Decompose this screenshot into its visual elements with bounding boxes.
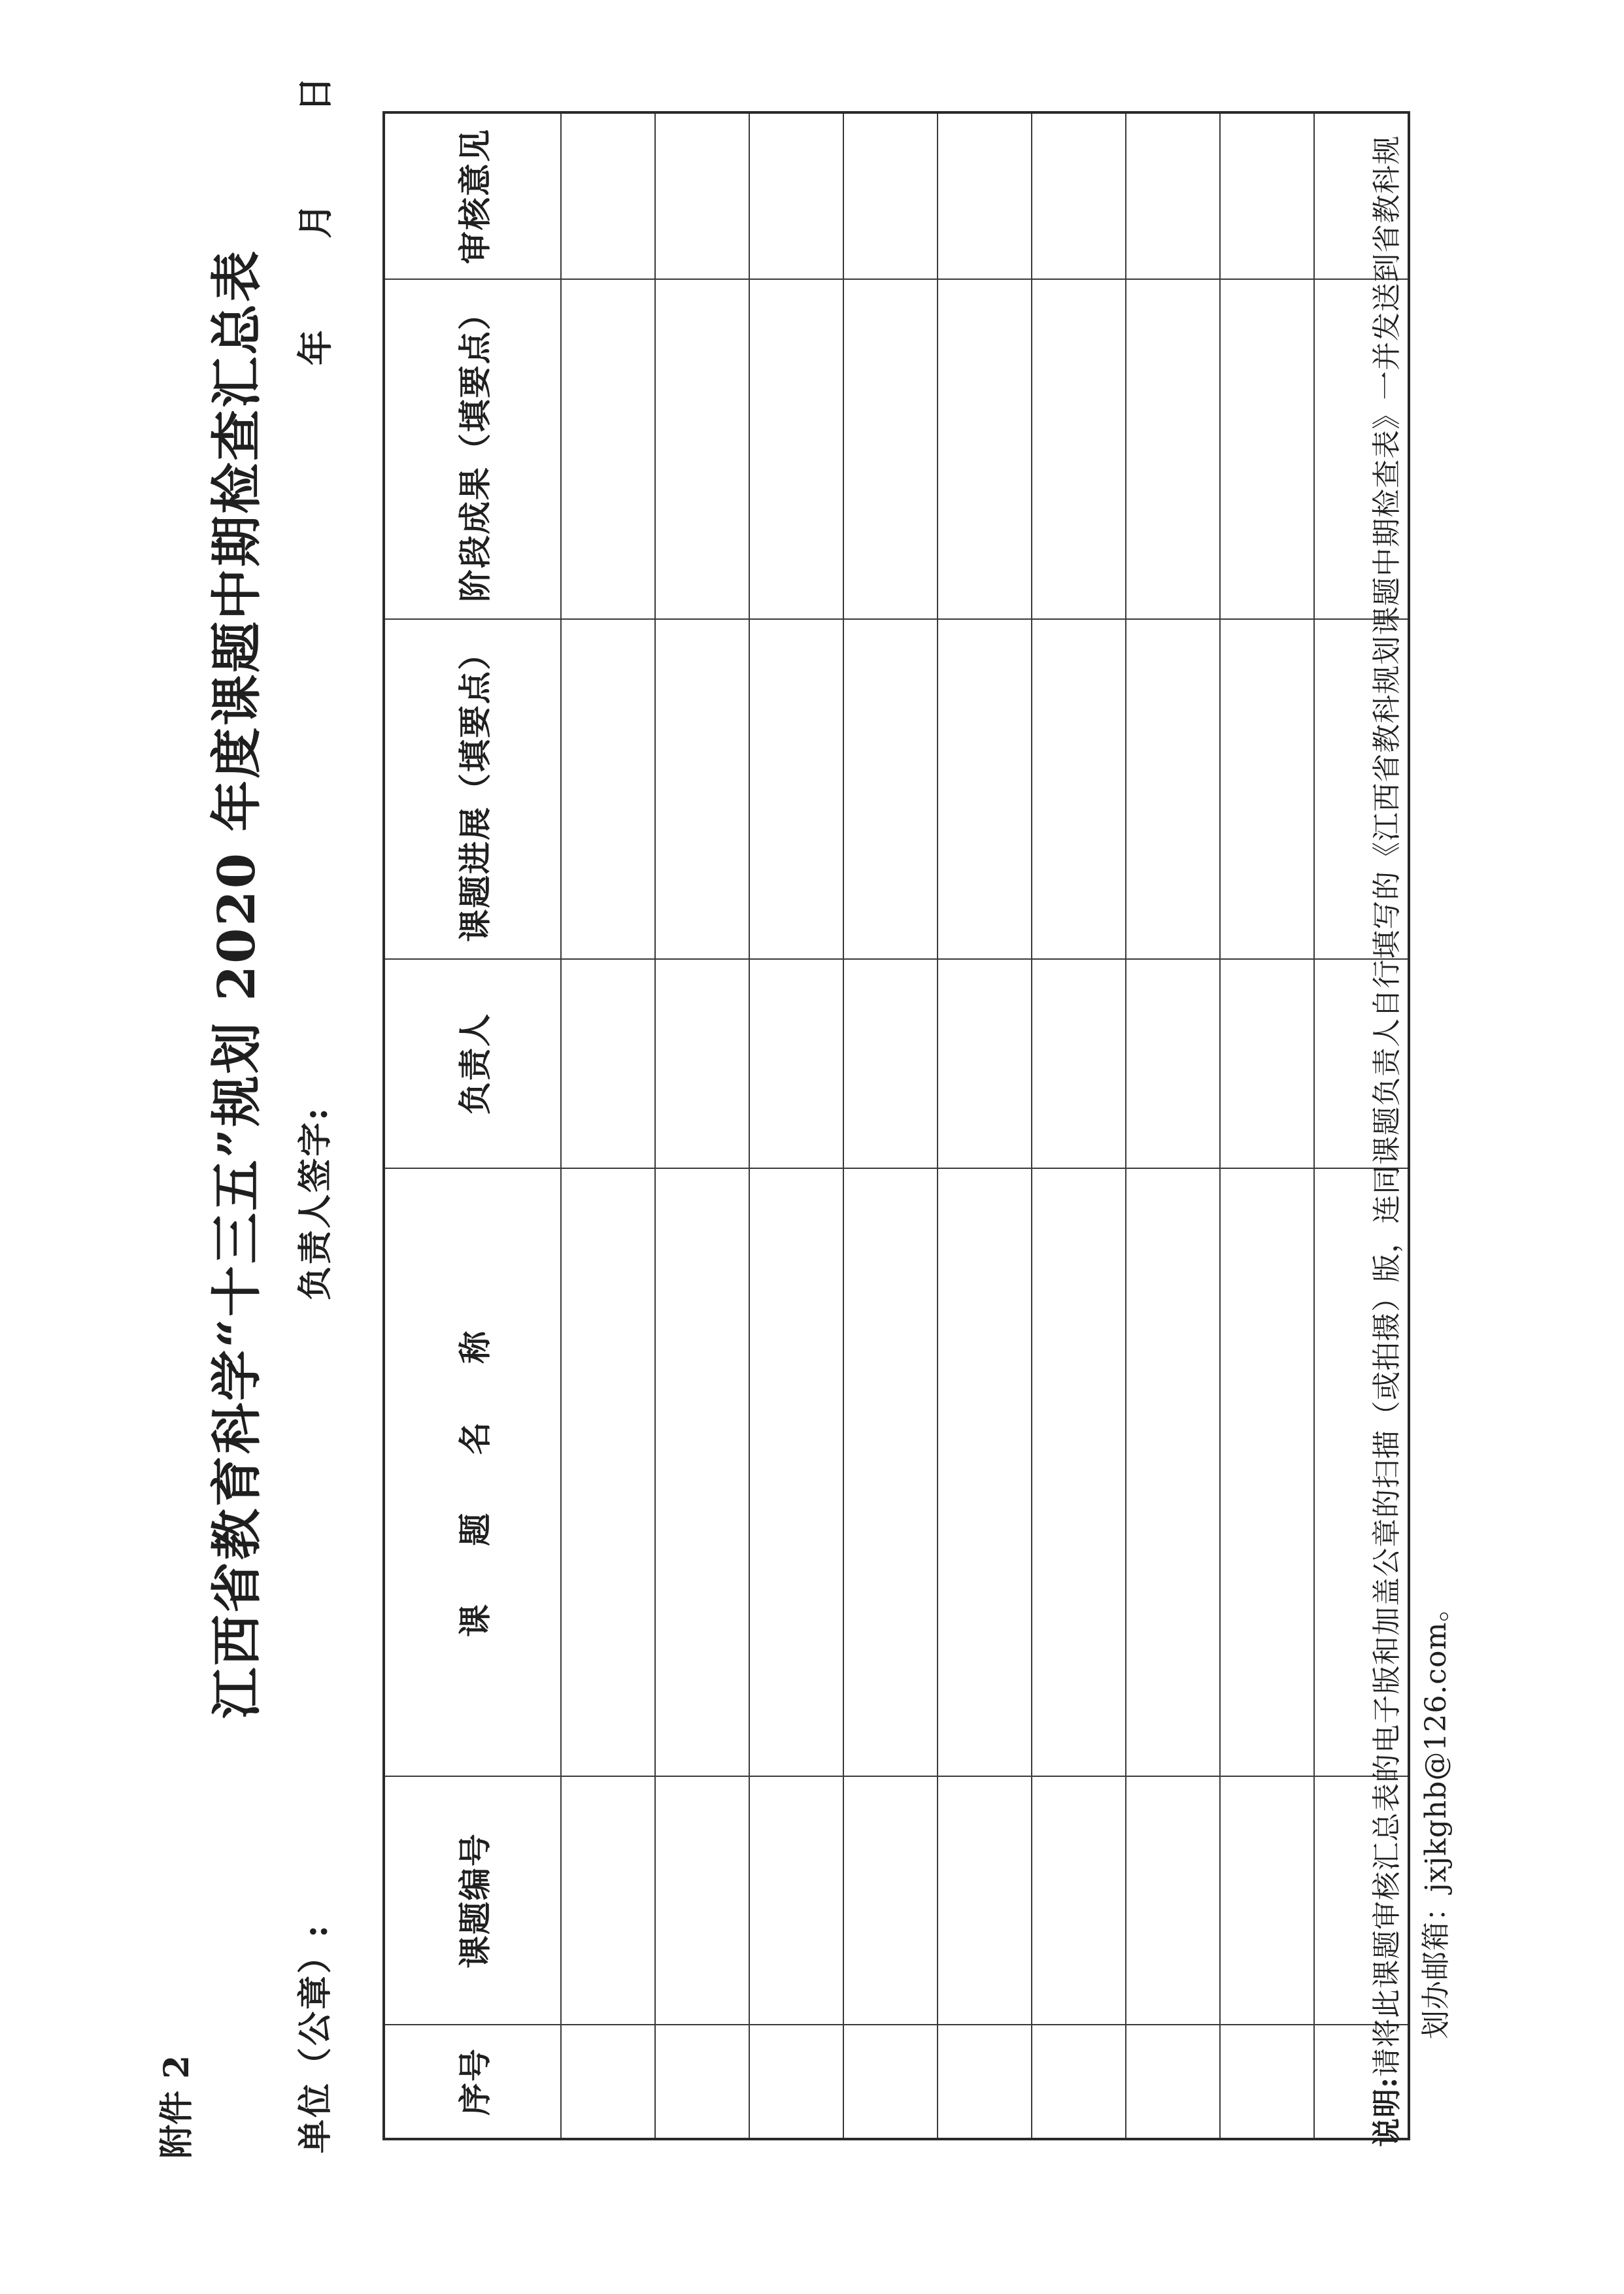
table-cell[interactable] xyxy=(938,1776,1032,2025)
table-cell[interactable] xyxy=(843,959,938,1168)
table-cell[interactable] xyxy=(749,2025,843,2139)
col-header-progress: 课题进展（填要点） xyxy=(384,619,561,959)
table-cell[interactable] xyxy=(655,959,749,1168)
table-row xyxy=(843,112,938,2139)
table-cell[interactable] xyxy=(843,2025,938,2139)
table-cell[interactable] xyxy=(1126,2025,1220,2139)
table-cell[interactable] xyxy=(938,1168,1032,1776)
table-cell[interactable] xyxy=(561,112,655,279)
table-cell[interactable] xyxy=(655,279,749,619)
table-cell[interactable] xyxy=(1032,1776,1126,2025)
table-body xyxy=(561,112,1409,2139)
table-cell[interactable] xyxy=(843,112,938,279)
table-cell[interactable] xyxy=(749,959,843,1168)
table-cell[interactable] xyxy=(938,2025,1032,2139)
attachment-label: 附件 2 xyxy=(157,2055,197,2159)
table-cell[interactable] xyxy=(561,279,655,619)
table-cell[interactable] xyxy=(1126,1776,1220,2025)
table-row xyxy=(655,112,749,2139)
table-cell[interactable] xyxy=(1032,279,1126,619)
table-cell[interactable] xyxy=(1126,279,1220,619)
table-cell[interactable] xyxy=(749,1776,843,2025)
table-cell[interactable] xyxy=(938,279,1032,619)
table-cell[interactable] xyxy=(1126,619,1220,959)
table-cell[interactable] xyxy=(1220,1776,1314,2025)
table-cell[interactable] xyxy=(655,112,749,279)
table-cell[interactable] xyxy=(1220,619,1314,959)
table-cell[interactable] xyxy=(561,2025,655,2139)
table-cell[interactable] xyxy=(1220,112,1314,279)
table-cell[interactable] xyxy=(938,959,1032,1168)
table-cell[interactable] xyxy=(938,619,1032,959)
table-cell[interactable] xyxy=(1032,2025,1126,2139)
table-cell[interactable] xyxy=(749,1168,843,1776)
table-cell[interactable] xyxy=(1032,1168,1126,1776)
footnote-line-2: 划办邮箱：jxjkghb@126.com。 xyxy=(1419,1592,1453,2039)
table-cell[interactable] xyxy=(1220,1168,1314,1776)
table-cell[interactable] xyxy=(843,619,938,959)
table-cell[interactable] xyxy=(1032,112,1126,279)
table-cell[interactable] xyxy=(1032,959,1126,1168)
date-fields xyxy=(288,76,338,365)
table-cell[interactable] xyxy=(843,279,938,619)
table-cell[interactable] xyxy=(1220,279,1314,619)
table-cell[interactable] xyxy=(1220,2025,1314,2139)
table-cell[interactable] xyxy=(561,1776,655,2025)
page-title: 江西省教育科学“十三五”规划 2020 年度课题中期检查汇总表 xyxy=(207,248,267,1719)
table-cell[interactable] xyxy=(843,1168,938,1776)
col-header-leader: 负责人 xyxy=(384,959,561,1168)
summary-table xyxy=(382,111,1410,2140)
table-row xyxy=(1126,112,1220,2139)
footnote-line-1 xyxy=(1363,135,1405,2147)
table-cell[interactable] xyxy=(1126,959,1220,1168)
table-cell[interactable] xyxy=(561,1168,655,1776)
table-row xyxy=(749,112,843,2139)
table-cell[interactable] xyxy=(749,279,843,619)
table-cell[interactable] xyxy=(1032,619,1126,959)
footnote-prefix: 说明: xyxy=(1370,2076,1404,2147)
table-cell[interactable] xyxy=(655,619,749,959)
col-header-review: 审核意见 xyxy=(384,112,561,279)
table-cell[interactable] xyxy=(749,112,843,279)
table-cell[interactable] xyxy=(1220,959,1314,1168)
table-row xyxy=(561,112,655,2139)
footnote-text-1: 请将此课题审核汇总表的电子版和加盖公章的扫描（或拍摄）版，连同课题负责人自行填写的《江西省教科规划课题中期检查表》一并发送到省教科规 xyxy=(1370,135,1404,2077)
table-cell[interactable] xyxy=(1126,1168,1220,1776)
table-cell[interactable] xyxy=(1126,112,1220,279)
col-header-project-name: 课 题 名 称 xyxy=(384,1168,561,1776)
date-day: 日 xyxy=(294,76,336,112)
table-cell[interactable] xyxy=(843,1776,938,2025)
signer-signature-label: 负责人签字: xyxy=(296,1105,335,1300)
table-cell[interactable] xyxy=(655,2025,749,2139)
table-cell[interactable] xyxy=(749,619,843,959)
table-cell[interactable] xyxy=(561,619,655,959)
col-header-index: 序号 xyxy=(384,2025,561,2139)
date-month: 月 xyxy=(294,203,336,239)
date-year: 年 xyxy=(294,330,336,365)
table-cell[interactable] xyxy=(655,1168,749,1776)
table-header-row xyxy=(384,112,561,2139)
table-row xyxy=(1032,112,1126,2139)
table-cell[interactable] xyxy=(655,1776,749,2025)
table-row xyxy=(1220,112,1314,2139)
table-cell[interactable] xyxy=(938,112,1032,279)
col-header-project-code: 课题编号 xyxy=(384,1776,561,2025)
col-header-results: 阶段成果（填要点） xyxy=(384,279,561,619)
table-cell[interactable] xyxy=(561,959,655,1168)
unit-seal-label: 单位（公章）: xyxy=(296,1923,335,2153)
table-row xyxy=(938,112,1032,2139)
